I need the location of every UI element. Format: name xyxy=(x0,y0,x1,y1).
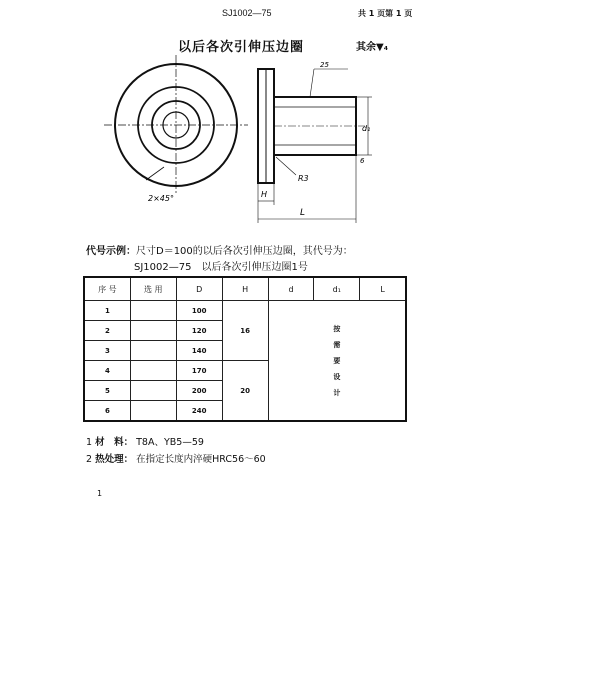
roughness-label: 25 xyxy=(320,61,329,69)
cell-no: 6 xyxy=(84,401,130,422)
example-label: 代号示例： xyxy=(86,246,136,257)
cell-use xyxy=(130,381,176,401)
note-2-value: 在指定长度内淬硬HRC56～60 xyxy=(136,454,266,465)
design-note-5: 计 xyxy=(333,388,341,397)
note-2-label: 热处理： xyxy=(95,454,134,465)
cell-H-group-1: 16 xyxy=(222,301,268,361)
right-mark-label: 6 xyxy=(360,157,365,165)
cell-D: 120 xyxy=(176,321,222,341)
shank xyxy=(274,97,356,155)
table-row xyxy=(84,301,406,321)
d1-label: d₁ xyxy=(362,124,371,133)
surface-roughness-mark: 其余▼₄ xyxy=(356,42,389,53)
design-note-2: 需 xyxy=(333,340,341,349)
example-line-2: SJ1002—75 以后各次引伸压边圈1号 xyxy=(134,262,308,273)
table-header-row xyxy=(84,277,406,301)
cell-use xyxy=(130,321,176,341)
standard-code: SJ1002—75 xyxy=(222,8,272,18)
height-label: H xyxy=(261,190,268,199)
note-1-label: 材 料： xyxy=(95,437,134,448)
header-H: H xyxy=(222,277,268,301)
note-1-value: T8A、YB5—59 xyxy=(136,437,204,448)
header-d: d xyxy=(268,277,314,301)
cell-D: 140 xyxy=(176,341,222,361)
note-heat-treatment xyxy=(86,451,266,465)
header-L: L xyxy=(360,277,406,301)
cell-D: 100 xyxy=(176,301,222,321)
example-text: 尺寸D＝100的以后各次引伸压边圈，其代号为： xyxy=(136,246,353,257)
note-2-number: 2 xyxy=(86,454,93,465)
length-label: L xyxy=(300,208,306,218)
page-indicator: 共 1 页第 1 页 xyxy=(358,9,413,18)
chamfer-label: 2×45° xyxy=(148,194,174,203)
header-d1: d₁ xyxy=(314,277,360,301)
note-1-number: 1 xyxy=(86,437,93,448)
header-D: D xyxy=(176,277,222,301)
example-line-1 xyxy=(86,242,353,257)
design-note-3: 要 xyxy=(333,356,341,365)
cell-no: 5 xyxy=(84,381,130,401)
note-material xyxy=(86,434,204,448)
cell-use xyxy=(130,301,176,321)
cell-D: 170 xyxy=(176,361,222,381)
cell-H-group-2: 20 xyxy=(222,361,268,422)
cell-D: 240 xyxy=(176,401,222,422)
design-note-1: 按 xyxy=(333,324,341,333)
cell-no: 3 xyxy=(84,341,130,361)
header-use: 选 用 xyxy=(130,277,176,301)
cell-no: 4 xyxy=(84,361,130,381)
design-note-4: 设 xyxy=(333,372,341,381)
header-no: 序 号 xyxy=(84,277,130,301)
page-number: 1 xyxy=(97,489,103,498)
cell-no: 1 xyxy=(84,301,130,321)
cell-use xyxy=(130,401,176,422)
cell-use xyxy=(130,361,176,381)
document-title: 以后各次引伸压边圈 xyxy=(178,40,305,55)
cell-D: 200 xyxy=(176,381,222,401)
spec-table xyxy=(83,276,407,422)
radius-label: R3 xyxy=(298,174,309,183)
cell-use xyxy=(130,341,176,361)
front-view xyxy=(104,55,248,195)
technical-drawing xyxy=(100,55,400,235)
cell-design-note xyxy=(268,301,406,422)
side-view xyxy=(258,69,372,223)
cell-no: 2 xyxy=(84,321,130,341)
